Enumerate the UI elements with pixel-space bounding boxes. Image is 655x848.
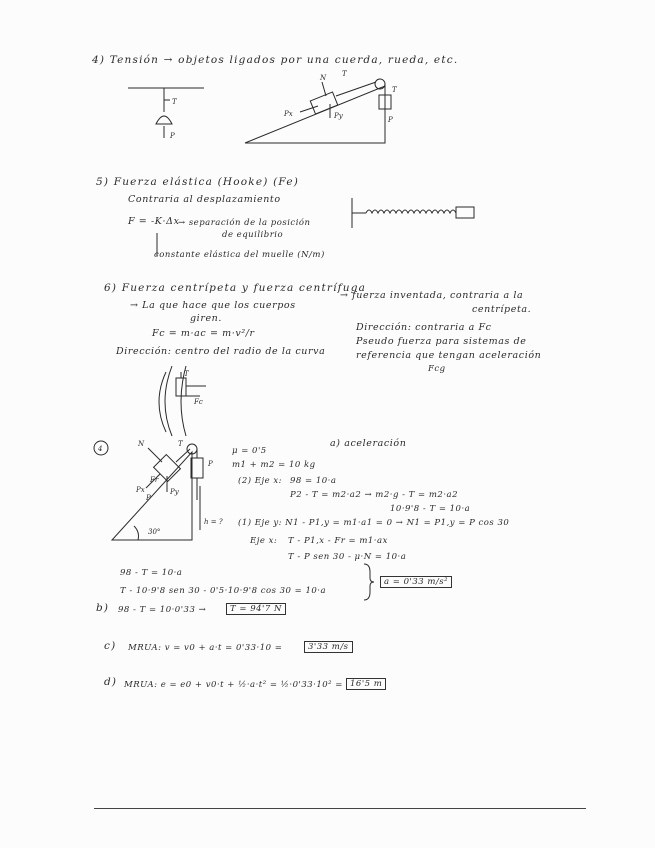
centripetal-direction: Dirección: centro del radio de la curva bbox=[116, 346, 326, 357]
force-label: N bbox=[138, 440, 145, 448]
axis-x-label: (2) Eje x: bbox=[238, 476, 282, 486]
centripetal-formula: Fc = m·ac = m·v²/r bbox=[152, 328, 255, 339]
hooke-note: de equilibrio bbox=[222, 230, 284, 240]
axis-x-label: Eje x: bbox=[250, 536, 278, 546]
masses: m1 + m2 = 10 kg bbox=[232, 460, 316, 470]
force-label: T bbox=[392, 86, 397, 94]
force-label: P bbox=[146, 494, 151, 502]
hooke-note: constante elástica del muelle (N/m) bbox=[154, 250, 325, 260]
equation: 10·9'8 - T = 10·a bbox=[390, 504, 471, 514]
exercise-number: 4 bbox=[98, 445, 103, 453]
force-label: P bbox=[170, 132, 175, 140]
centripetal-def: giren. bbox=[190, 313, 223, 324]
force-label: T bbox=[342, 70, 347, 78]
system-brace bbox=[364, 564, 374, 600]
force-label: Py bbox=[170, 488, 179, 496]
section-6-heading: 6) Fuerza centrípeta y fuerza centrífuga bbox=[104, 282, 367, 294]
part-c-equation: MRUA: v = v0 + a·t = 0'33·10 = bbox=[128, 643, 283, 653]
force-label: P bbox=[208, 460, 213, 468]
system-equation: T - 10·9'8 sen 30 - 0'5·10·9'8 cos 30 = 10·a bbox=[120, 586, 327, 596]
centrifugal-def: → fuerza inventada, contraria a la bbox=[340, 290, 524, 301]
force-label: Fr bbox=[150, 476, 159, 484]
centrifugal-def: Fcg bbox=[428, 364, 446, 374]
equation: T - P1,x - Fr = m1·ax bbox=[288, 536, 388, 546]
centrifugal-def: Pseudo fuerza para sistemas de bbox=[356, 336, 527, 347]
equation: T - P sen 30 - μ·N = 10·a bbox=[288, 552, 407, 562]
equation: (1) Eje y: N1 - P1,y = m1·a1 = 0 → N1 = P1,y = P cos 30 bbox=[238, 518, 510, 528]
force-label: T bbox=[178, 440, 183, 448]
force-label: Py bbox=[334, 112, 343, 120]
centrifugal-def: Dirección: contraria a Fc bbox=[356, 322, 492, 333]
part-b-label: b) bbox=[96, 602, 110, 614]
hooke-formula: F = -K·Δx bbox=[128, 216, 180, 227]
result-b: T = 94'7 N bbox=[226, 603, 286, 615]
part-d-equation: MRUA: e = e0 + v0·t + ½·a·t² = ½·0'33·10² = bbox=[124, 680, 343, 690]
part-b-equation: 98 - T = 10·0'33 → bbox=[118, 605, 207, 615]
section-4-heading: 4) Tensión → objetos ligados por una cuerda, rueda, etc. bbox=[92, 54, 459, 66]
part-c-label: c) bbox=[104, 640, 117, 652]
friction-coef: μ = 0'5 bbox=[232, 446, 267, 456]
equation: 98 = 10·a bbox=[290, 476, 337, 486]
part-d-label: d) bbox=[104, 676, 118, 688]
incline-pulley-diagram bbox=[245, 70, 398, 143]
hanging-mass-diagram bbox=[128, 88, 204, 140]
result-d: 16'5 m bbox=[346, 678, 386, 690]
centrifugal-def: centrípeta. bbox=[472, 304, 532, 315]
result-c: 3'33 m/s bbox=[304, 641, 353, 653]
exercise-diagram bbox=[94, 440, 223, 540]
force-label: T bbox=[184, 370, 189, 378]
centrifugal-def: referencia que tengan aceleración bbox=[356, 350, 542, 361]
equation: P2 - T = m2·a2 → m2·g - T = m2·a2 bbox=[290, 490, 458, 500]
force-label: N bbox=[320, 74, 327, 82]
force-label: T bbox=[172, 98, 177, 106]
system-equation: 98 - T = 10·a bbox=[120, 568, 183, 578]
centripetal-diagram bbox=[159, 366, 206, 436]
force-label: P bbox=[388, 116, 393, 124]
part-a-label: a) aceleración bbox=[330, 438, 407, 449]
force-label: Px bbox=[284, 110, 293, 118]
force-label: Fc bbox=[194, 398, 203, 406]
section-5-sub: Contraria al desplazamiento bbox=[128, 194, 281, 205]
angle-label: 30° bbox=[148, 528, 161, 536]
centripetal-def: → La que hace que los cuerpos bbox=[130, 300, 296, 311]
result-a: a = 0'33 m/s² bbox=[380, 576, 452, 588]
hooke-note: → separación de la posición bbox=[178, 218, 311, 228]
force-label: Px bbox=[136, 486, 145, 494]
section-5-heading: 5) Fuerza elástica (Hooke) (Fe) bbox=[96, 176, 300, 188]
height-label: h = ? bbox=[204, 518, 223, 526]
page-bottom-edge bbox=[94, 808, 586, 809]
